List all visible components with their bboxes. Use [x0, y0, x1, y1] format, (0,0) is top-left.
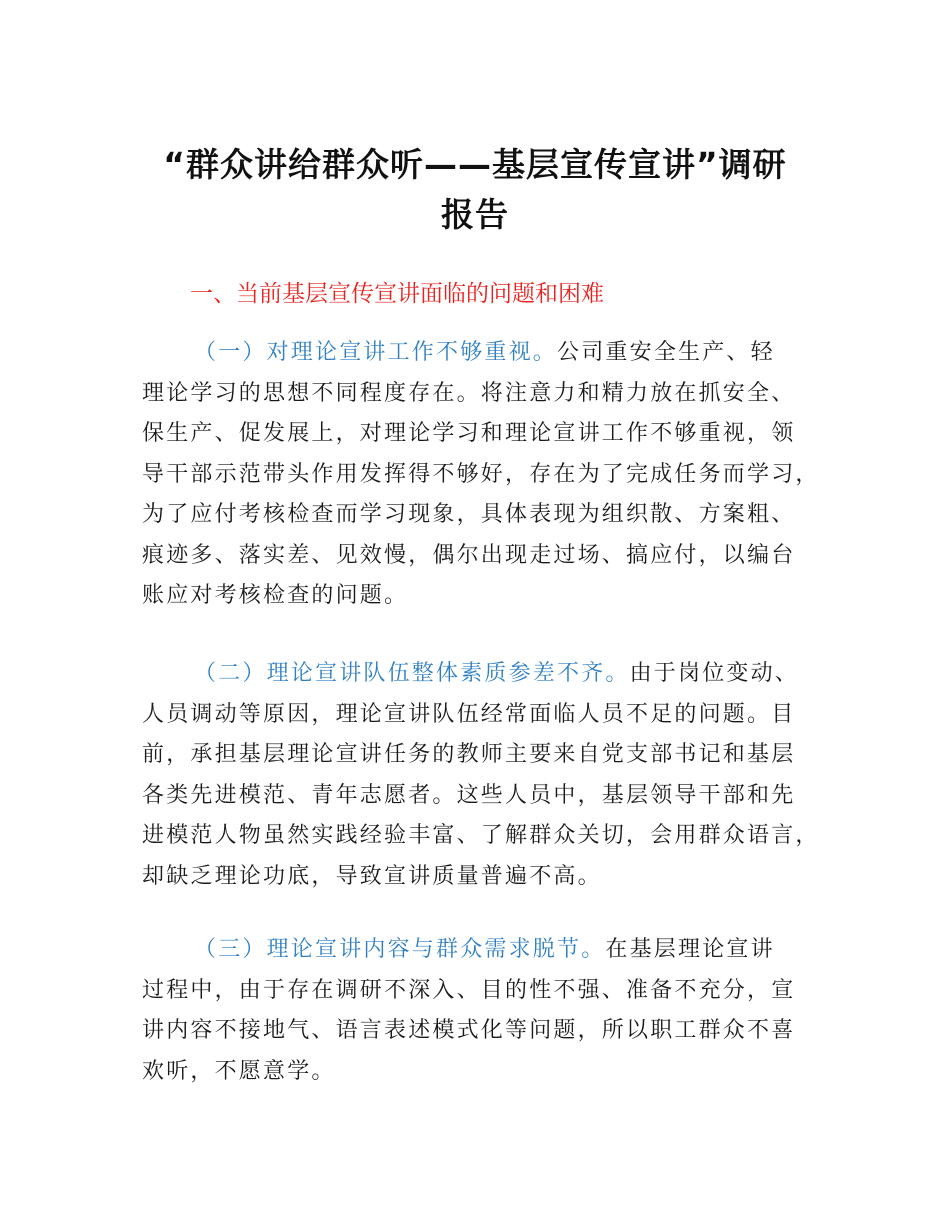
- paragraph-first-line: [142, 333, 832, 374]
- paragraph-text: 公司重安全生产、轻: [557, 340, 775, 365]
- paragraph-text: 由于岗位变动、: [629, 661, 800, 686]
- paragraph-line: 导干部示范带头作用发挥得不够好，存在为了完成任务而学习，: [142, 461, 820, 487]
- paragraph-line: 保生产、促发展上，对理论学习和理论宣讲工作不够重视，领: [142, 421, 796, 446]
- paragraph-line: 理论学习的思想不同程度存在。将注意力和精力放在抓安全、: [142, 380, 796, 406]
- paragraph-first-line: [142, 654, 832, 695]
- paragraph: [142, 654, 832, 897]
- paragraph-line: 为了应付考核检查而学习现象，具体表现为组织散、方案粗、: [142, 502, 796, 527]
- paragraph-line: 人员调动等原因，理论宣讲队伍经常面临人员不足的问题。目: [142, 701, 796, 727]
- paragraph-line: 各类先进模范、青年志愿者。这些人员中，基层领导干部和先: [142, 782, 796, 808]
- document-title: [140, 140, 810, 240]
- paragraph-first-line: [142, 930, 832, 971]
- paragraph-lead: （一）对理论宣讲工作不够重视。: [194, 340, 558, 365]
- section-heading: 一、当前基层宣传宣讲面临的问题和困难: [190, 281, 604, 307]
- paragraph-line: 进模范人物虽然实践经验丰富、了解群众关切，会用群众语言，: [142, 823, 820, 848]
- paragraph-line: 前，承担基层理论宣讲任务的教师主要来自党支部书记和基层: [142, 742, 796, 767]
- paragraph-line: 痕迹多、落实差、见效慢，偶尔出现走过场、搞应付，以编台: [142, 542, 796, 568]
- title-line: 报告: [441, 195, 509, 234]
- paragraph-line: 过程中，由于存在调研不深入、目的性不强、准备不充分，宣: [142, 977, 796, 1003]
- paragraph: [142, 930, 832, 1092]
- paragraph-lead: （三）理论宣讲内容与群众需求脱节。: [194, 937, 606, 962]
- paragraph-line: 却缺乏理论功底，导致宣讲质量普遍不高。: [142, 863, 602, 889]
- title-line: “群众讲给群众听——基层宣传宣讲”调研: [163, 145, 787, 184]
- paragraph: [142, 333, 832, 617]
- paragraph-lead: （二）理论宣讲队伍整体素质参差不齐。: [194, 661, 630, 686]
- paragraph-line: 欢听，不愿意学。: [142, 1058, 336, 1084]
- paragraph-line: 讲内容不接地气、语言表述模式化等问题，所以职工群众不喜: [142, 1018, 796, 1043]
- paragraph-line: 账应对考核检查的问题。: [142, 583, 409, 608]
- paragraph-text: 在基层理论宣讲: [605, 937, 775, 962]
